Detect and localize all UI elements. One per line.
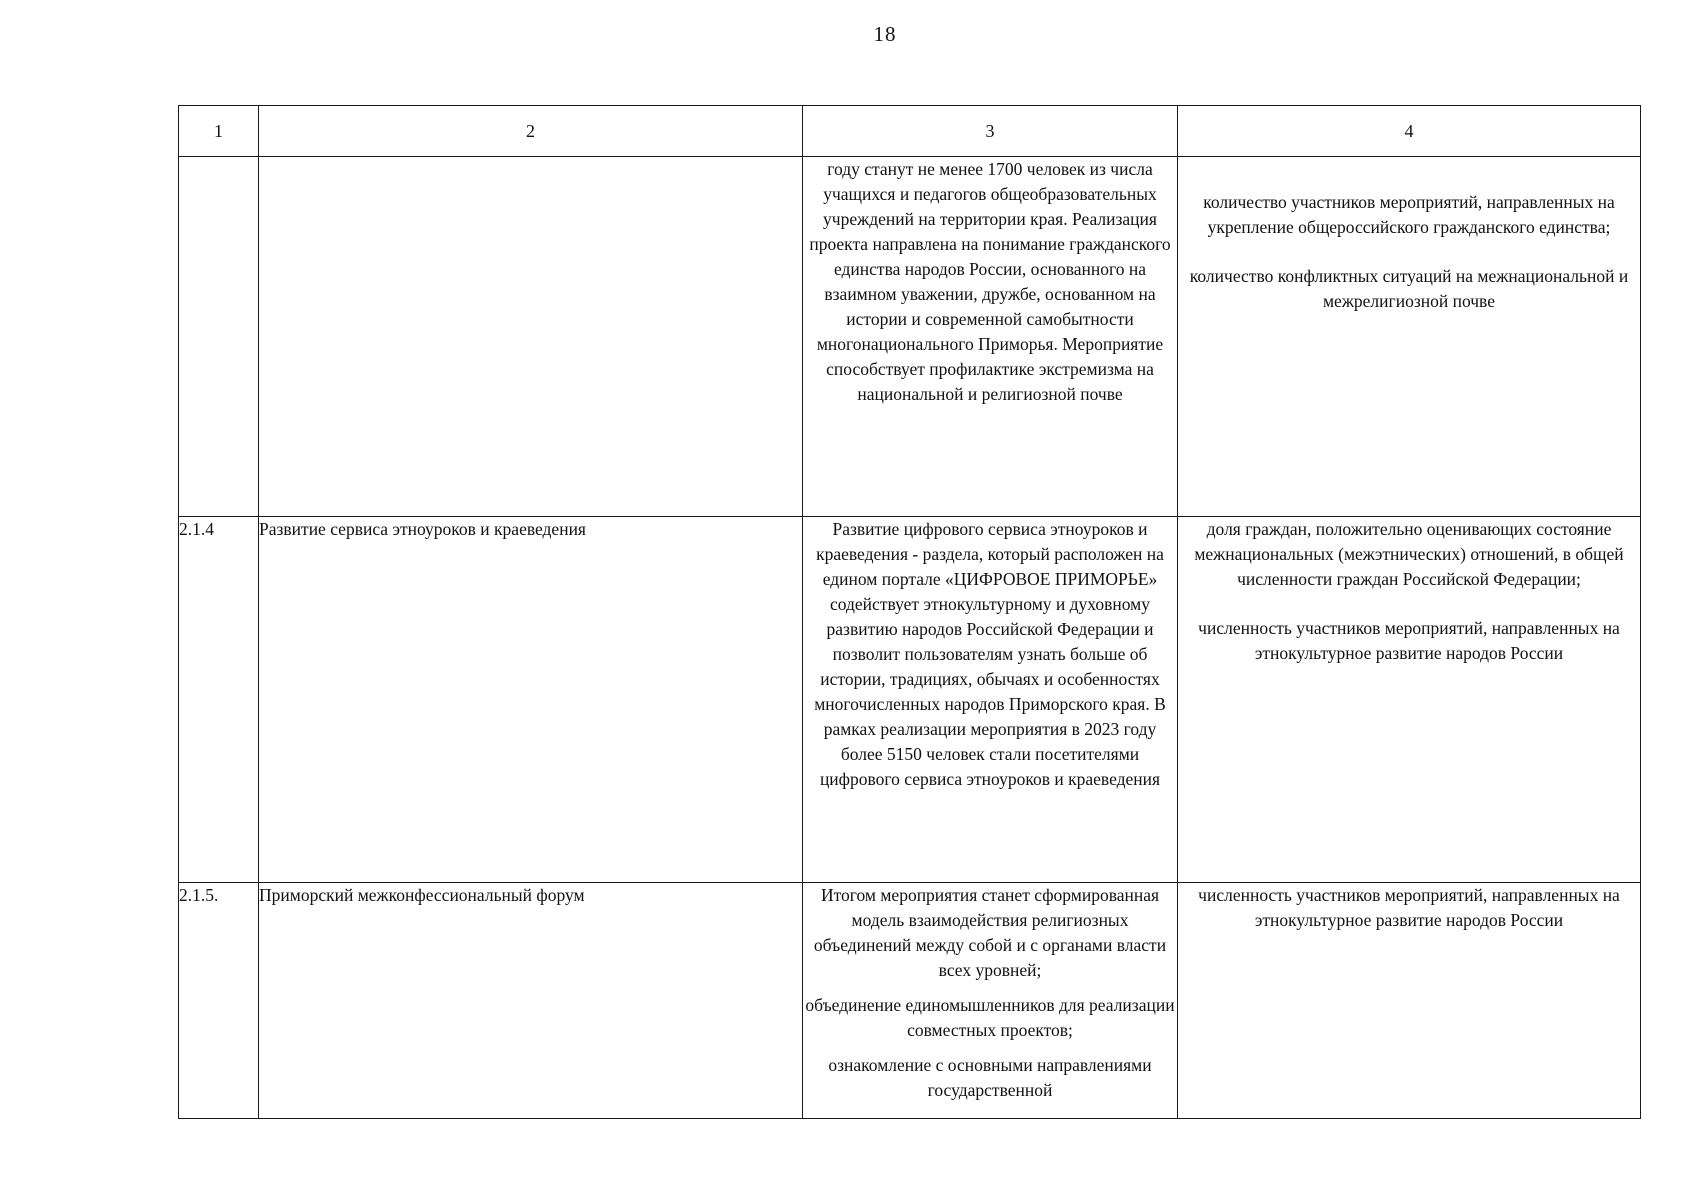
- row-description: [803, 517, 1178, 883]
- indicator-paragraph: численность участников мероприятий, направленных на этнокультурное развитие народов России: [1198, 885, 1620, 930]
- table-row: [179, 517, 1641, 883]
- activities-table: [178, 105, 1641, 1119]
- header-cell-1: 1: [179, 106, 259, 157]
- row-name: [259, 157, 803, 517]
- row-number: [179, 157, 259, 517]
- row-indicators: [1178, 517, 1641, 883]
- row-indicators: [1178, 883, 1641, 1119]
- row-indicators: [1178, 157, 1641, 517]
- row-number: 2.1.4: [179, 517, 259, 883]
- row-name: Развитие сервиса этноуроков и краеведения: [259, 517, 803, 883]
- table-row: [179, 157, 1641, 517]
- row-description: [803, 883, 1178, 1119]
- description-paragraph: Итогом мероприятия станет сформированная модель взаимодействия религиозных объединений между собой и с органами власти всех уровней;: [813, 885, 1167, 980]
- indicator-paragraph: численность участников мероприятий, направленных на этнокультурное развитие народов России: [1198, 618, 1620, 663]
- description-paragraph: году станут не менее 1700 человек из числа учащихся и педагогов общеобразовательных учреждений на территории края. Реализация проекта направлена на понимание гражданского единства народов России, основанного на взаимном уважении, дружбе, основанном на истории и современной самобытности многонационального Приморья. Мероприятие способствует профилактике экстремизма на национальной и религиозной почве: [809, 159, 1171, 404]
- header-cell-4: 4: [1178, 106, 1641, 157]
- indicator-paragraph: доля граждан, положительно оценивающих состояние межнациональных (межэтнических) отношений, в общей численности граждан Российской Федерации;: [1194, 519, 1624, 589]
- table-row: [179, 883, 1641, 1119]
- header-cell-2: 2: [259, 106, 803, 157]
- row-name: Приморский межконфессиональный форум: [259, 883, 803, 1119]
- page-number: 18: [873, 22, 897, 46]
- indicator-paragraph: количество конфликтных ситуаций на межнациональной и межрелигиозной почве: [1189, 266, 1629, 311]
- description-paragraph: объединение единомышленников для реализации совместных проектов;: [805, 995, 1175, 1040]
- description-paragraph: Развитие цифрового сервиса этноуроков и краеведения - раздела, который расположен на едином портале «ЦИФРОВОЕ ПРИМОРЬЕ» содействует этнокультурному и духовному развитию народов Российской Федерации и позволит пользователям узнать больше об истории, традициях, обычаях и особенностях многочисленных народов Приморского края. В рамках реализации мероприятия в 2023 году более 5150 человек стали посетителями цифрового сервиса этноуроков и краеведения: [814, 519, 1166, 789]
- description-paragraph: ознакомление с основными направлениями государственной: [828, 1055, 1152, 1100]
- header-cell-3: 3: [803, 106, 1178, 157]
- table-header-row: [179, 106, 1641, 157]
- indicator-paragraph: количество участников мероприятий, направленных на укрепление общероссийского гражданского единства;: [1203, 192, 1615, 237]
- row-number: 2.1.5.: [179, 883, 259, 1119]
- row-description: [803, 157, 1178, 517]
